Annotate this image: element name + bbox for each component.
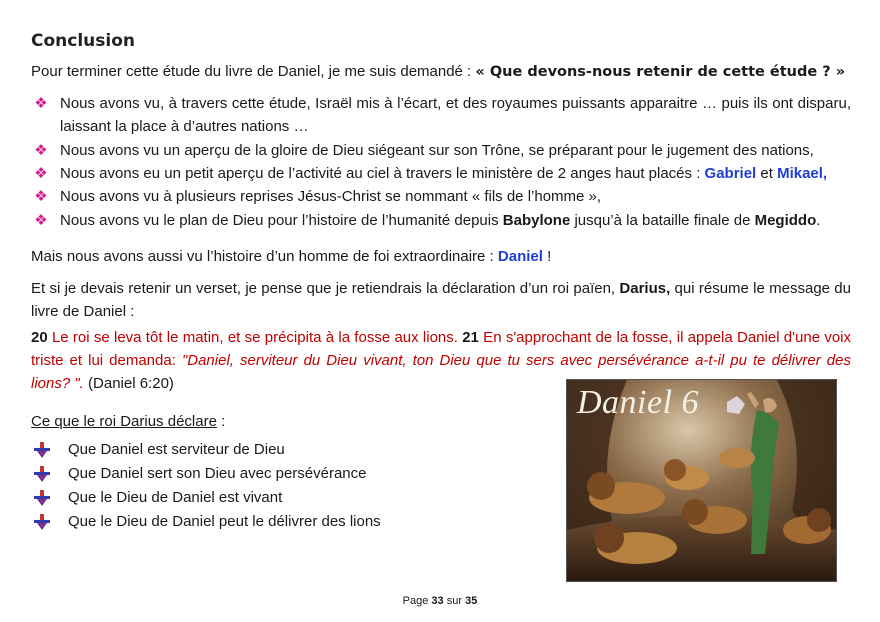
intro-question: « Que devons-nous retenir de cette étude ? » (475, 64, 846, 80)
arrow-down-icon (33, 489, 51, 507)
bullet-item (31, 209, 851, 232)
bullet-item (31, 92, 851, 138)
bullet-item (31, 139, 851, 162)
page-footer: Page 33 sur 35 (402, 595, 478, 607)
section-heading: Conclusion (31, 31, 135, 51)
current-page: 33 (431, 595, 444, 607)
verse-number: 20 (31, 329, 48, 346)
list-item (31, 510, 381, 533)
figure-title: Daniel 6 (577, 384, 700, 421)
bullet-text: Nous avons vu à plusieurs reprises Jésus-Christ se nommant « fils de l’homme », (60, 188, 602, 205)
list-item-text: Que le Dieu de Daniel est vivant (68, 489, 283, 506)
bullet-item (31, 185, 851, 208)
diamond-cluster-icon: ❖ (34, 142, 48, 159)
list-item (31, 462, 367, 485)
list-item-text: Que Daniel est serviteur de Dieu (68, 441, 285, 458)
declares-heading: Ce que le roi Darius déclare : (31, 413, 226, 430)
list-item (31, 438, 285, 461)
bullet-text: Nous avons eu un petit aperçu de l’activité au ciel à travers le ministère de 2 anges haut placés : Gabriel et Mikael, (60, 165, 828, 182)
total-pages: 35 (465, 595, 478, 607)
bullet-text: Nous avons vu un aperçu de la gloire de Dieu siégeant sur son Trône, se préparant pour le jugement des nations, (60, 142, 814, 159)
diamond-cluster-icon: ❖ (34, 188, 48, 205)
daniel-lions-illustration (566, 379, 837, 582)
intro-text: Pour terminer cette étude du livre de Daniel, je me suis demandé : (31, 63, 476, 80)
king-name: Darius, (619, 280, 671, 297)
list-item-text: Que le Dieu de Daniel peut le délivrer des lions (68, 513, 381, 530)
bullet-text: Nous avons vu, à travers cette étude, Israël mis à l’écart, et des royaumes puissants apparaitre … puis ils ont disparu, laissant la place à d’autres nations … (60, 95, 851, 135)
faith-paragraph: Mais nous avons aussi vu l’histoire d’un homme de foi extraordinaire : Daniel ! (31, 248, 552, 265)
verse-quote: "Daniel, serviteur du Dieu vivant, ton Dieu que tu sers avec persévérance a-t-il pu te délivrer des lions? ". (31, 352, 851, 392)
arrow-down-icon (33, 513, 51, 531)
angel-name: Mikael, (777, 165, 828, 182)
angel-name: Gabriel (704, 165, 757, 182)
arrow-down-icon (33, 441, 51, 459)
daniel-name: Daniel (497, 248, 543, 265)
diamond-cluster-icon: ❖ (34, 165, 48, 182)
list-item-text: Que Daniel sert son Dieu avec persévérance (68, 465, 367, 482)
verse-number: 21 (462, 329, 479, 346)
bullet-item (31, 162, 851, 185)
diamond-cluster-icon: ❖ (34, 212, 48, 229)
diamond-cluster-icon: ❖ (34, 95, 48, 112)
bullet-text: Nous avons vu le plan de Dieu pour l’histoire de l’humanité depuis Babylone jusqu’à la bataille finale de Megiddo. (60, 212, 821, 229)
verse-reference: (Daniel 6:20) (83, 375, 174, 392)
list-item (31, 486, 282, 509)
verse-intro-paragraph: Et si je devais retenir un verset, je pense que je retiendrais la déclaration d’un roi païen, Darius, qui résume le message du livre de Daniel : (31, 280, 851, 320)
verse-paragraph: 20 Le roi se leva tôt le matin, et se précipita à la fosse aux lions. 21 En s'approchant de la fosse, il appela Daniel d'une voix triste et lui demanda: "Daniel, serviteur du Dieu vivant, ton Dieu que tu sers avec persévérance a-t-il pu te délivrer des lions? ". (Daniel 6:20) (31, 329, 852, 392)
arrow-down-icon (33, 465, 51, 483)
intro-paragraph (31, 60, 851, 84)
